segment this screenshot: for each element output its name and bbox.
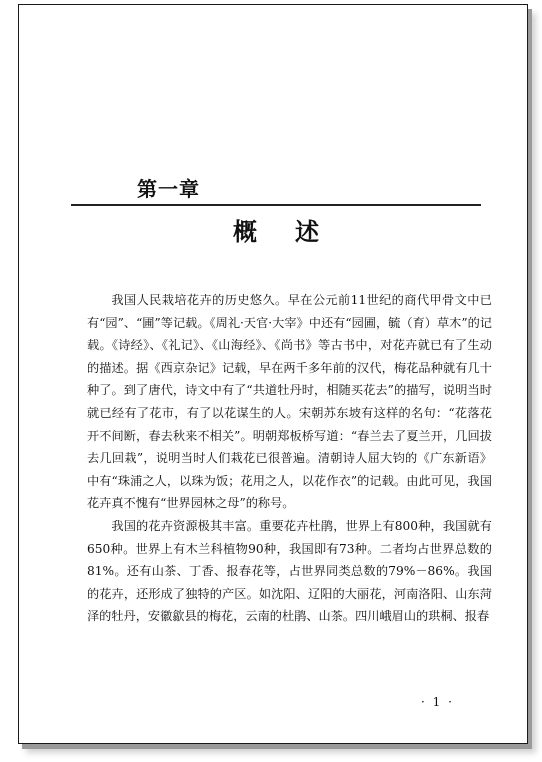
book-page [18, 4, 528, 744]
page-number: · 1 · [421, 695, 454, 709]
paragraph-1: 我国人民栽培花卉的历史悠久。早在公元前11世纪的商代甲骨文中已有“园”、“圃”等记载。《周礼·天官·大宰》中还有“园圃，毓（育）草木”的记载。《诗经》、《礼记》、《山海经》、《尚书》等古书中，对花卉就已有了生动的描述。据《西京杂记》记载，早在两千多年前的汉代，梅花品种就有几十种了。到了唐代，诗文中有了“共道牡丹时，相随买花去”的描写，说明当时就已经有了花市，有了以花谋生的人。宋朝苏东坡有这样的名句：“花落花开不间断，春去秋来不相关”。明朝郑板桥写道：“春兰去了夏兰开，几回拔去几回栽”，说明当时人们栽花已很普遍。清朝诗人屈大钧的《广东新语》中有“珠浦之人，以珠为饭；花用之人，以花作衣”的记载。由此可见，我国花卉真不愧有“世界园林之母”的称号。 [87, 293, 492, 511]
paragraph-2: 我国的花卉资源极其丰富。重要花卉杜鹃，世界上有800种，我国就有650种。世界上有木兰科植物90种，我国即有73种。二者均占世界总数的81%。还有山茶、丁香、报春花等，占世界同类总数的79%－86%。我国的花卉，还形成了独特的产区。如沈阳、辽阳的大丽花，河南洛阳、山东菏泽的牡丹，安徽歙县的梅花，云南的杜鹃、山茶。四川峨眉山的珙桐、报春 [87, 518, 492, 624]
body-text [87, 289, 492, 628]
chapter-rule [71, 204, 481, 206]
chapter-label: 第一章 [137, 177, 200, 201]
chapter-title: 概述 [233, 218, 357, 246]
